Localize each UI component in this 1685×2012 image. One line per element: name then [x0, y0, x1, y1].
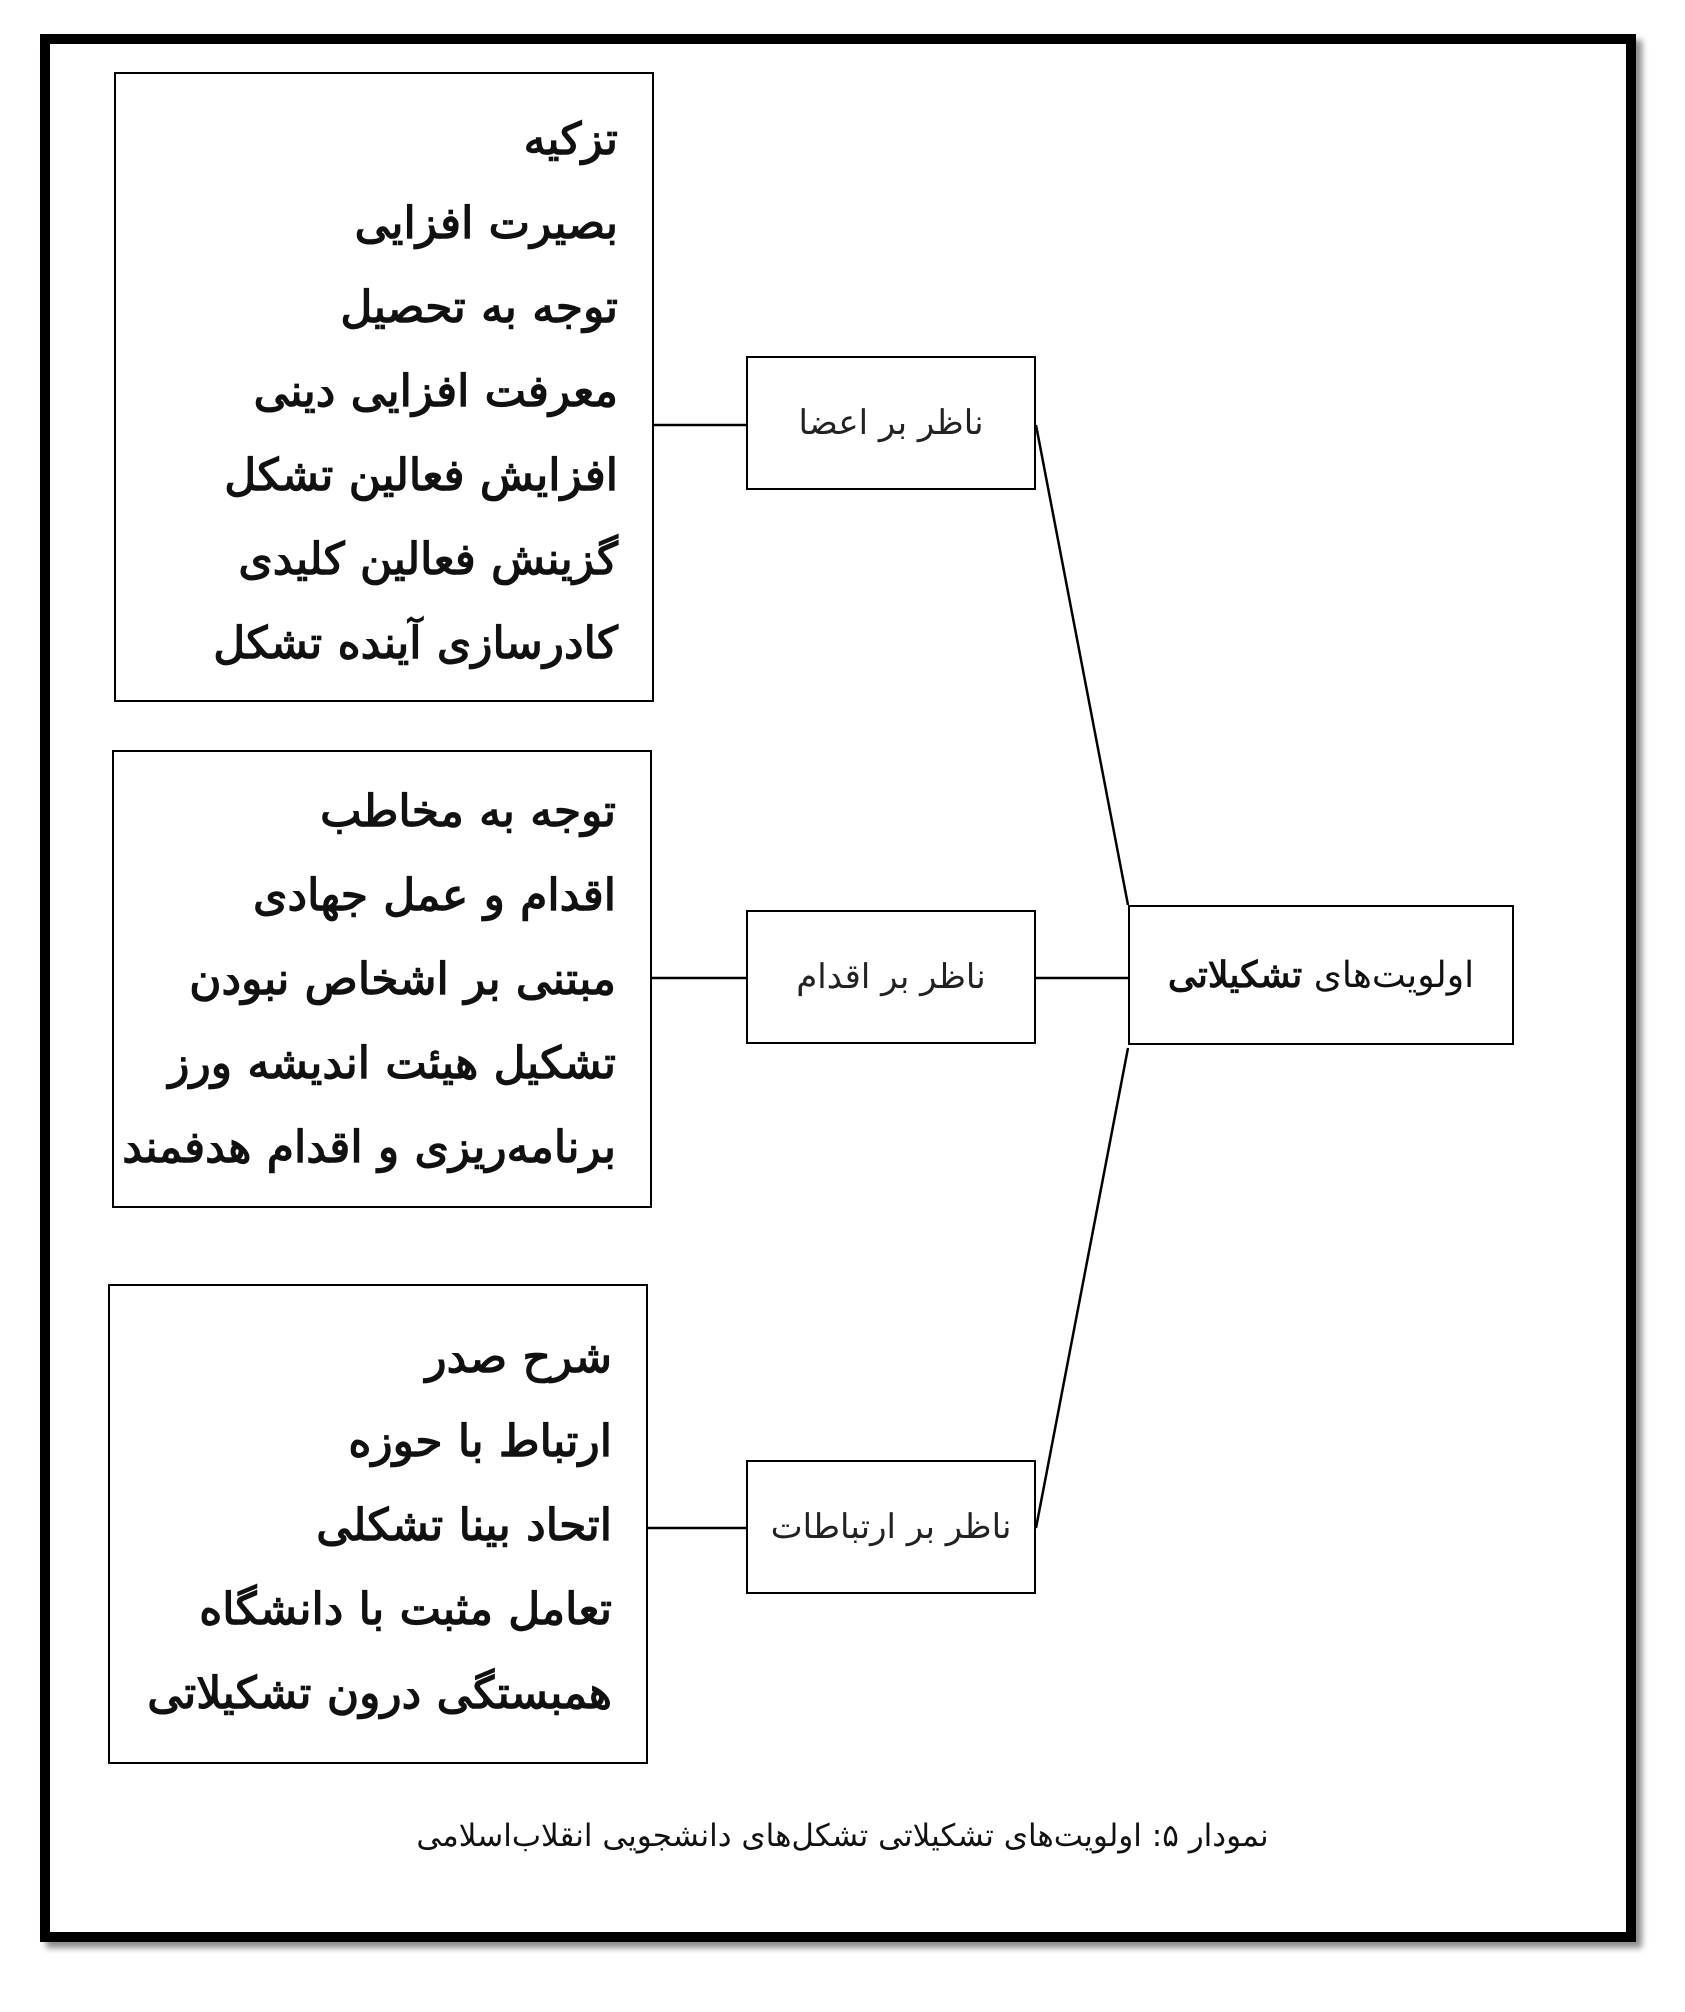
list-item: مبتنی بر اشخاص نبودن [189, 954, 616, 1005]
category-relations [746, 1460, 1036, 1594]
figure-caption: نمودار ۵: اولویت‌های تشکیلاتی تشکل‌های دانشجویی انقلاب‌اسلامی [416, 1818, 1269, 1854]
root-label [1168, 954, 1474, 996]
root-label-part1: اولویت‌های [1313, 955, 1475, 996]
list-item: گزینش فعالین کلیدی [238, 534, 618, 585]
list-item: توجه به مخاطب [320, 786, 616, 837]
relations-priorities-list [108, 1284, 648, 1764]
category-label: ناظر بر اعضا [798, 403, 984, 443]
list-item: تزکیه [523, 114, 618, 165]
root-label-part2: تشکیلاتی [1167, 954, 1303, 996]
category-label: ناظر بر ارتباطات [770, 1507, 1012, 1547]
list-item: معرفت افزایی دینی [253, 366, 618, 417]
list-item: کادرسازی آینده تشکل [213, 618, 618, 669]
list-item: تعامل مثبت با دانشگاه [199, 1584, 612, 1635]
category-members [746, 356, 1036, 490]
members-priorities-list [114, 72, 654, 702]
root-node [1128, 905, 1514, 1045]
category-label: ناظر بر اقدام [796, 957, 986, 997]
list-item: برنامه‌ریزی و اقدام هدفمند [122, 1122, 616, 1173]
action-priorities-list [112, 750, 652, 1208]
list-item: اقدام و عمل جهادی [253, 870, 616, 921]
list-item: شرح صدر [425, 1332, 612, 1383]
connector-root-members [1036, 425, 1128, 905]
category-action [746, 910, 1036, 1044]
list-item: اتحاد بینا تشکلی [316, 1500, 612, 1551]
list-item: توجه به تحصیل [340, 282, 618, 333]
connector-root-relations [1036, 1048, 1128, 1528]
list-item: ارتباط با حوزه [348, 1416, 612, 1467]
list-item: همبستگی درون تشکیلاتی [147, 1668, 612, 1719]
list-item: تشکیل هیئت اندیشه ورز [168, 1038, 616, 1089]
list-item: بصیرت افزایی [354, 198, 618, 249]
list-item: افزایش فعالین تشکل [224, 450, 618, 501]
